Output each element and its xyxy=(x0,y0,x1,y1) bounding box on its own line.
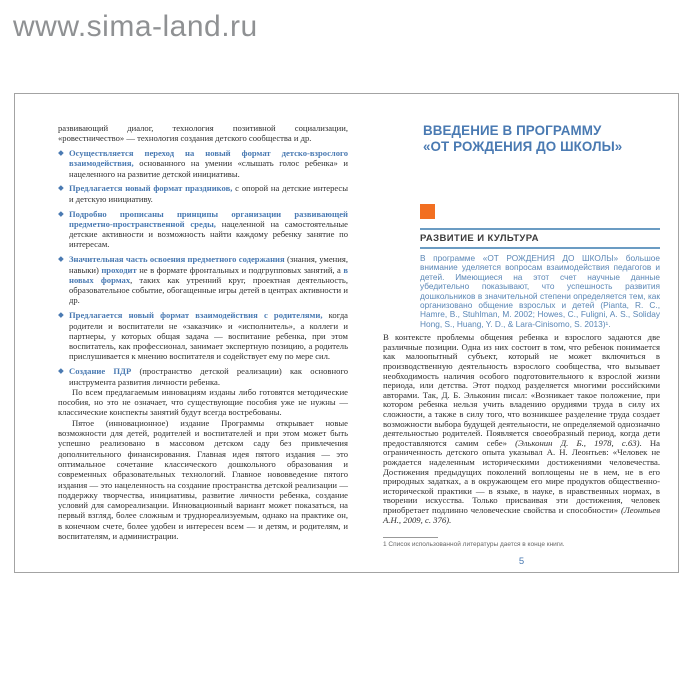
text-segment: основанного на умении «слышать голос ребенка» и нацеленного на развитие детской инициативы. xyxy=(69,158,348,179)
text-segment: (Леонтьев А.Н., 2009, с. 376). xyxy=(383,504,660,525)
text-segment: в новых формах xyxy=(69,264,348,285)
section-rule-bottom xyxy=(420,247,660,249)
book-page-left xyxy=(58,123,348,541)
text-segment: Осуществляется переход на новый формат детско-взрослого взаимодействия, xyxy=(69,148,348,169)
bullet-icon xyxy=(58,256,63,261)
text-segment: (пространство детской реализации) как основного инструмента развития личности ребенка. xyxy=(69,366,348,387)
watermark-url: www.sima-land.ru xyxy=(13,10,258,43)
footnote: 1 Список использованной литературы дается в конце книги. xyxy=(383,541,565,549)
text-segment: Создание ПДР xyxy=(69,366,132,377)
list-item xyxy=(58,209,348,250)
bullet-icon xyxy=(58,312,63,317)
bullet-list xyxy=(58,148,348,387)
bullet-icon xyxy=(58,211,63,216)
bullet-icon xyxy=(58,368,63,373)
chapter-title xyxy=(423,123,653,154)
callout-paragraph: В программе «ОТ РОЖДЕНИЯ ДО ШКОЛЫ» большое внимание уделяется вопросам взаимодействия педагогов и детей. Имеющиеся на этот счет научные данные убедительно показывают, что успешность развития дошкольников в значительной степени определяется тем, как организовано общение взрослых и детей (Pianta, R. C., Hamre, B., Stuhlman, M. 2002; Howes, C., Fuligni, A. S., Soliday Hong, S., Huang, Y. D., & Lara-Cinisomo, S. 2013)¹. xyxy=(420,253,660,329)
text-segment: Подробно прописаны принципы организации развивающей предметно-пространственной среды, xyxy=(69,208,348,229)
chapter-title-line2: «ОТ РОЖДЕНИЯ ДО ШКОЛЫ» xyxy=(423,138,623,154)
list-item xyxy=(58,254,348,305)
section-title: РАЗВИТИЕ И КУЛЬТУРА xyxy=(420,233,539,244)
text-segment: В контексте проблемы общения ребенка и взрослого задаются две различные позиции. Одна из них состоит в том, что ребенок понимается как малоопытный субъект, который не может включиться в производственную деятельность взрослого сообщества, что вызывает необходимость наличия особого подготовительного к взрослой жизни периода, или детства. Этот подход разделяется многими российскими авторами. Так, Д. Б. Эльконин писал: «Возникает такое положение, при котором ребенка нельзя учить владению орудиями труда в силу их сложности, а также в силу того, что возникшее разделение труда создает возможности выбора будущей деятельности, не определяемой однозначно деятельностью родителей. Появляется своеобразный период, когда дети предоставляются самим себе» xyxy=(383,332,660,448)
bullet-icon xyxy=(58,186,63,191)
text-segment: , таких как утренний круг, проектная деятельность, образовательное событие, обогащенные игры детей в центрах активности и др. xyxy=(69,274,348,306)
text-segment: Предлагается новый формат праздников, xyxy=(69,183,233,194)
chapter-title-line1: ВВЕДЕНИЕ В ПРОГРАММУ xyxy=(423,123,602,138)
text-segment: когда родители и воспитатели не «заказчик» и «исполнитель», а коллеги и партнеры, у которых общая задача — воспитание ребенка, при этом воспитатель, как профессионал, занимает экспертную позицию, а родитель прислушивается к мнению воспитателя и содействует ему по мере сил. xyxy=(69,310,349,362)
footnote-rule xyxy=(383,537,438,538)
book-page-right xyxy=(383,123,660,567)
paragraph-continuation: развивающий диалог, технология позитивной социализации, «ровестничество» — технология создания детского сообщества и др. xyxy=(58,123,348,144)
section-rule-top xyxy=(420,228,660,230)
list-item xyxy=(58,310,348,361)
paragraph-block xyxy=(58,387,348,541)
book-spread-frame xyxy=(14,93,679,573)
list-item xyxy=(58,366,348,387)
text-segment: (Эльконин Д. Б., 1978, с.63) xyxy=(515,437,640,448)
body-paragraph xyxy=(383,333,660,525)
text-segment: (знания, умения, навыки) xyxy=(69,254,348,275)
text-segment: Значительная часть освоения предметного содержания xyxy=(69,254,285,265)
list-item xyxy=(58,148,348,179)
text-segment: . На ограниченность детского опыта указывал А. Н. Леонтьев: «Человек не рождается наделенным историческими достижениями человечества. Достижения предыдущих поколений воплощены не в нем, не в его природных задатках, а в окружающем его мире продуктов общественно-исторической практики — в языке, в науке, в нравственных нормах, в творении искусства. Только присваивая эти достижения, человек приобретает подлинно человеческие свойства и способности» xyxy=(383,437,660,515)
paragraph: Пятое (инновационное) издание Программы открывает новые возможности для детей, родителей и воспитателей и при этом может быть успешно реализовано в массовом детском саду без привлечения дополнительного финансирования. Главная идея пятого издания — это оптимальное сочетание классического дошкольного образования и современных образовательных технологий. Главное нововведение пятого издания — это нацеленность на создание пространства детской реализации — поддержку творчества, инициативы, развитие личности ребенка, создание условий для самореализации. Инновационный вариант может показаться, на первый взгляд, более сложным и труднореализуемым, однако на практике он, в конечном счете, более удобен и интересен всем — и детям, и родителям, и воспитателям, и администрации. xyxy=(58,417,348,541)
section-marker-square xyxy=(420,204,435,219)
list-item xyxy=(58,183,348,204)
text-segment: проходит xyxy=(101,264,137,275)
bullet-icon xyxy=(58,150,63,155)
page-number: 5 xyxy=(518,556,525,568)
text-segment: нацеленной на самостоятельные детские активности и возможность найти каждому ребенку занятие по интересам. xyxy=(69,218,349,250)
text-segment: Предлагается новый формат взаимодействия с родителями, xyxy=(69,310,323,321)
text-segment: с опорой на детские интересы и детскую инициативу. xyxy=(69,183,348,204)
paragraph: По всем предлагаемым инновациям изданы либо готовятся методические пособия, но это не означает, что существующие пособия уже не нужны — классические конспекты занятий будут всегда востребованы. xyxy=(58,386,348,418)
text-segment: не в формате фронтальных и подгрупповых занятий, а xyxy=(136,264,344,275)
